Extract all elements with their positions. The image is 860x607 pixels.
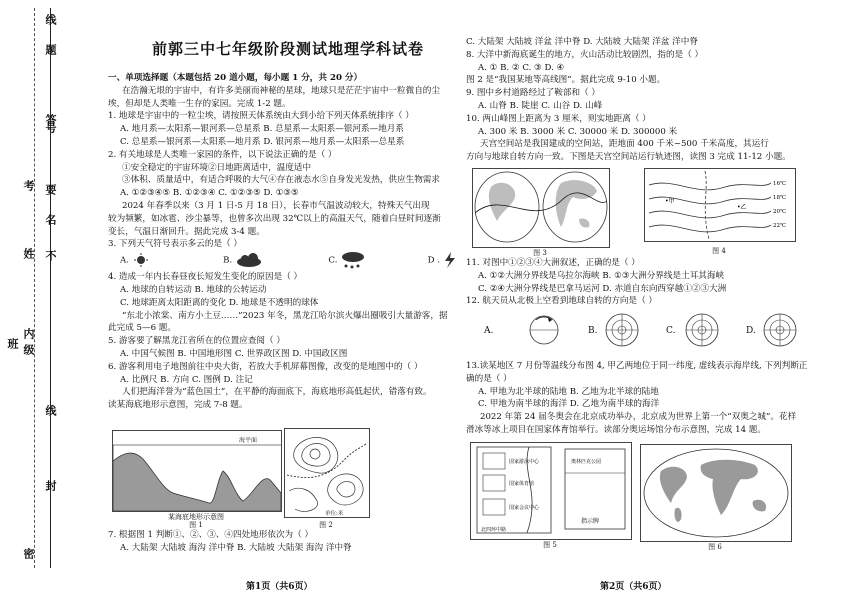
text-line: 天宫空间站是我国建成的空间站，距地面 400 千米~500 千米高度，其运行 [480, 139, 769, 150]
text-line: ③体积、质量适中，有适合呼吸的大气④存在液态水⑤自身发光发热，供应生物需求 [122, 175, 440, 186]
left-column-bottom [108, 529, 454, 555]
binding-char: 题 [44, 44, 57, 55]
binding-char: 不 [44, 250, 57, 261]
options: A. 300 米 B. 3000 米 C. 30000 米 D. 300000 米 [478, 126, 678, 137]
cloudy-icon [235, 253, 265, 267]
figure-6-label: 图 6 [708, 543, 722, 551]
left-column [108, 72, 454, 412]
page-footer-left: 第1页（共6页） [246, 582, 313, 592]
options: A. 山脊 B. 陡崖 C. 山谷 D. 山峰 [478, 100, 603, 111]
orbit-world-map [473, 169, 609, 247]
figure-4-label: 图 4 [712, 247, 726, 255]
isotherm-label: 22℃ [773, 223, 787, 229]
rotation-diagram-b [604, 312, 640, 348]
binding-char: 姓 [22, 248, 35, 259]
figure-4-isotherms [644, 168, 796, 242]
isotherm-label: 18℃ [773, 195, 787, 201]
right-column-lower [466, 360, 850, 437]
binding-char: 线 [44, 14, 57, 25]
question-7: 7. 根据图 1 判断①、②、③、④四处地形依次为（ ） [108, 530, 314, 540]
question-12: 12. 航天员从北极上空看到地球自转的方向是（ ） [466, 296, 658, 307]
isotherm-label: 16℃ [773, 181, 787, 187]
options: A. ①②③④⑤ B. ①②③④ C. ①②③⑤ D. ①③⑤ [120, 188, 299, 199]
sun-icon [132, 253, 154, 267]
binding-margin [0, 0, 62, 607]
binding-char: 班 [6, 338, 19, 349]
question-9: 9. 图中乡村道路经过了鞍部和（ ） [466, 88, 600, 99]
text-line: 埃，但却是人类唯一生存的家园。完成 1-2 题。 [108, 98, 291, 109]
figure-3-label: 图 3 [533, 249, 547, 257]
exam-title: 前郭三中七年级阶段测试地理学科试卷 [152, 40, 425, 58]
text-line: 读某海底地形示意图，完成 7-8 题。 [108, 400, 248, 411]
lightning-icon [443, 252, 457, 268]
road-label: 北四环中路 [481, 527, 507, 533]
q3-options [108, 251, 454, 271]
question-1: 1. 地球是宇宙中的一粒尘埃，请按照天体系统由大到小给下列天体系统排序（ ） [108, 111, 414, 122]
question-6: 6. 游客利用电子地图前往中央大街，若放大手机屏幕图像，改变的是地图中的（ ） [108, 361, 423, 372]
options: A. 大陆架 大陆坡 海沟 洋中脊 B. 大陆坡 大陆架 海沟 洋中脊 [120, 542, 352, 553]
figure-1-label: 图 1 [189, 521, 203, 529]
sign-label: 指示牌 [581, 518, 600, 525]
text-line: 方向与地球自转方向一致。下图是天宫空间站运行轨迹图，读图 3 完成 11-12 小题。 [466, 152, 791, 163]
rotation-diagram-c [684, 312, 720, 348]
options: A. 中国气候图 B. 中国地形图 C. 世界政区图 D. 中国政区图 [120, 348, 348, 359]
text-line: 人们把海洋誉为“蓝色国土”，在平静的海面底下，海底地形高低起伏，错落有致。 [122, 387, 432, 398]
question-3: 3. 下列天气符号表示多云的是（ ） [108, 239, 242, 250]
contour-map [285, 429, 369, 517]
section-heading: 一、单项选择题（本题包括 20 道小题，每小题 1 分，共 20 分） [108, 73, 363, 83]
right-column-mid [466, 257, 850, 308]
rotation-diagram-a [526, 312, 562, 348]
point-jia: •甲 [665, 198, 675, 205]
text-line: 确的是（ ） [466, 373, 512, 384]
text-line: 滑冰等冰上项目在国家体育馆举行。读部分奥运场馆分布示意图，完成 14 题。 [466, 424, 766, 435]
binding-char: 答 [44, 114, 57, 125]
figure-3-orbit-map [472, 168, 610, 248]
text-line: 在浩瀚无垠的宇宙中，有许多美丽而神秘的星球，地球只是茫茫宇宙中一粒微自的尘 [122, 85, 440, 96]
point-yi: •乙 [737, 204, 747, 211]
binding-char: 号 [44, 122, 57, 133]
option-label: C. [328, 255, 338, 266]
options: C. 地球距离太阳距离的变化 D. 地球是不透明的球体 [120, 297, 319, 308]
binding-char: 线 [44, 405, 57, 416]
text-line: 此完成 5—6 题。 [108, 323, 176, 334]
q12-options [484, 312, 844, 350]
text-line: 图 2 是“我国某地等高线图”。据此完成 9-10 小题。 [466, 75, 666, 86]
question-2: 2. 有关地球是人类唯一家园的条件，以下说法正确的是（ ） [108, 149, 337, 160]
question-4: 4. 造成一年内长春昼夜长短发生变化的原因是（ ） [108, 272, 303, 283]
options: C. ②④大洲分界线是巴拿马运河 D. 赤道自东向西穿越①②③大洲 [478, 283, 727, 294]
venue-label: 国家游泳中心 [509, 459, 540, 465]
figure-6-world-map [640, 444, 792, 542]
options: A. 比例尺 B. 方向 C. 图例 D. 注记 [120, 374, 253, 385]
option-label: A. [120, 255, 129, 266]
question-10: 10. 两山峰图上距离为 3 厘米，则实地距离（ ） [466, 113, 651, 124]
question-13: 13.读某地区 7 月份等温线分布图 4, 甲乙两地位于同一纬度, 虚线表示海岸线, 下列判断正 [466, 361, 808, 371]
options: A. ①②大洲分界线是乌拉尔海峡 B. ①③大洲分界线是土耳其海峡 [478, 270, 725, 281]
option-label: B. [223, 255, 233, 266]
figure-2-contour-map [284, 428, 370, 518]
options: A. 地月系—太阳系—银河系—总星系 B. 总星系—太阳系—银河系—地月系 [120, 124, 404, 135]
binding-char: 密 [22, 548, 35, 559]
figure-1-caption: 某海底地形示意图 [168, 513, 224, 521]
question-8: 8. 大洋中新海底诞生的地方，火山活动比较剧烈，指的是（ ） [466, 49, 704, 60]
figure-5-label: 图 5 [543, 541, 557, 549]
option-label: D. [746, 326, 756, 336]
binding-char: 考 [22, 180, 35, 191]
figure-1-seabed-profile [112, 430, 282, 512]
binding-dashed-line [34, 8, 35, 568]
binding-char: 名 [44, 214, 57, 225]
question-11: 11. 对图中①②③④大洲叙述，正确的是（ ） [466, 258, 640, 268]
binding-char: 要 [44, 184, 57, 195]
right-column [466, 36, 850, 164]
text-line: 2022 年第 24 届冬奥会在北京成功举办，北京成为世界上第一个“双奥之城”。花样 [480, 412, 797, 423]
option-label: B. [588, 326, 598, 336]
options: C. 总星系—银河系—太阳系—地月系 D. 银河系—地月系—太阳系—总星系 [120, 136, 405, 147]
question-5: 5. 游客要了解黑龙江省所在的位置应查阅（ ） [108, 336, 285, 347]
text-line: ①安全稳定的宇宙环境②日地距离适中，温度适中 [122, 162, 312, 173]
options: C. 大陆架 大陆坡 洋盆 洋中脊 D. 大陆坡 大陆架 洋盆 洋中脊 [466, 37, 698, 47]
world-map [641, 445, 791, 541]
venue-label: 国家体育馆 [509, 481, 535, 487]
binding-char: 内 [22, 328, 35, 339]
sea-level-label: 海平面 [239, 437, 258, 444]
venue-label: 国家会议中心 [509, 505, 540, 511]
hail-icon [340, 251, 366, 269]
options: A. 地球的自转运动 B. 地球的公转运动 [120, 284, 267, 295]
seabed-profile-chart [113, 431, 281, 511]
text-line: 2024 年春季以来（3 月 1 日-5 月 18 日），长春市气温波动较大，特殊天气出现 [122, 200, 430, 211]
option-label: A. [484, 326, 494, 336]
text-line: 较为频繁，如冰雹、沙尘暴等，也曾多次出现 32℃以上的高温天气，随着白昼时间逐渐 [108, 213, 441, 224]
binding-char: 级 [22, 344, 35, 355]
binding-char: 封 [44, 480, 57, 491]
rotation-diagram-d [762, 312, 798, 348]
text-line: “东北小浓棠、南方小土豆……”2023 年冬，黑龙江哈尔滨火爆出圈吸引大量游客，据 [122, 310, 448, 321]
options: A. 甲地为北半球的陆地 B. 乙地为北半球的陆地 [478, 386, 659, 397]
fig2-unit: 单位:米 [325, 511, 344, 517]
options: C. 甲地为南半球的海洋 D. 乙地为南半球的海洋 [478, 399, 660, 410]
options: A. ① B. ② C. ③ D. ④ [478, 62, 565, 73]
isotherm-map [645, 169, 795, 241]
venue-label: 奥林匹克公园 [571, 459, 602, 465]
page-footer-right: 第2页（共6页） [600, 582, 667, 592]
venue-map [471, 443, 631, 539]
figure-2-label: 图 2 [319, 521, 333, 529]
text-line: 变长，气温日渐回升。据此完成 3-4 题。 [108, 226, 265, 237]
option-label: C. [666, 326, 676, 336]
figure-5-venue-map [470, 442, 632, 540]
isotherm-label: 20℃ [773, 209, 787, 215]
option-label: D . [427, 255, 440, 266]
